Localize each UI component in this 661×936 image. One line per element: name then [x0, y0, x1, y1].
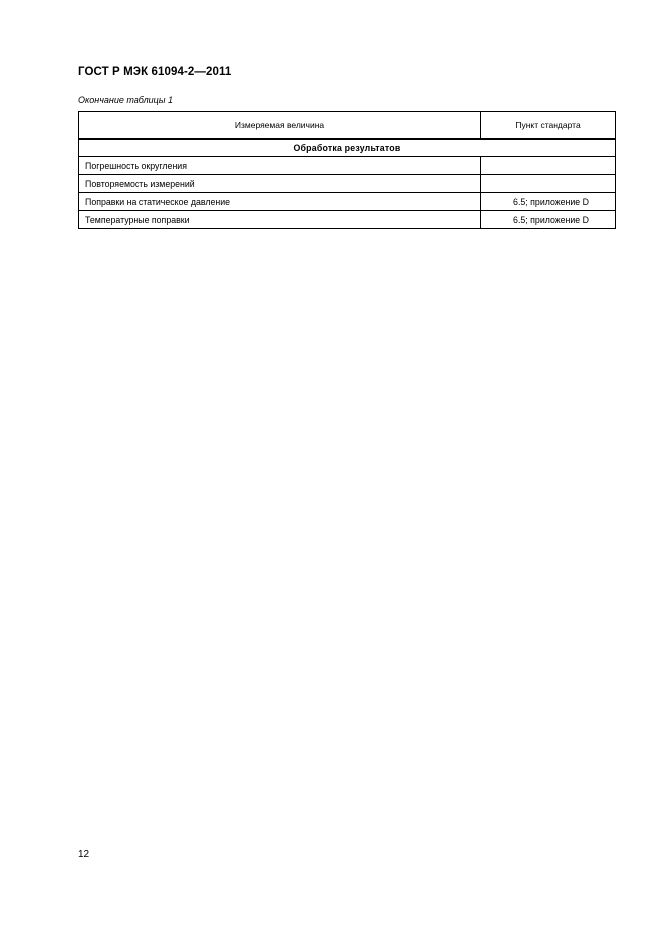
standard-table: [78, 111, 616, 229]
cell-clause: [481, 175, 616, 193]
document-header: ГОСТ Р МЭК 61094-2—2011: [78, 66, 232, 78]
cell-clause: [481, 157, 616, 175]
table-header-row: [79, 112, 616, 140]
section-title: Обработка результатов: [79, 139, 616, 157]
cell-clause: 6.5; приложение D: [481, 211, 616, 229]
cell-quantity: Погрешность округления: [79, 157, 481, 175]
section-row: [79, 139, 616, 157]
cell-quantity: Температурные поправки: [79, 211, 481, 229]
page-number: 12: [78, 849, 90, 860]
cell-quantity: Поправки на статическое давление: [79, 193, 481, 211]
column-header-clause: Пункт стандарта: [481, 112, 616, 140]
column-header-quantity: Измеряемая величина: [79, 112, 481, 140]
table-row: [79, 157, 616, 175]
table-caption: Окончание таблицы 1: [78, 95, 173, 105]
table-row: [79, 193, 616, 211]
cell-quantity: Повторяемость измерений: [79, 175, 481, 193]
cell-clause: 6.5; приложение D: [481, 193, 616, 211]
table-row: [79, 211, 616, 229]
table-row: [79, 175, 616, 193]
